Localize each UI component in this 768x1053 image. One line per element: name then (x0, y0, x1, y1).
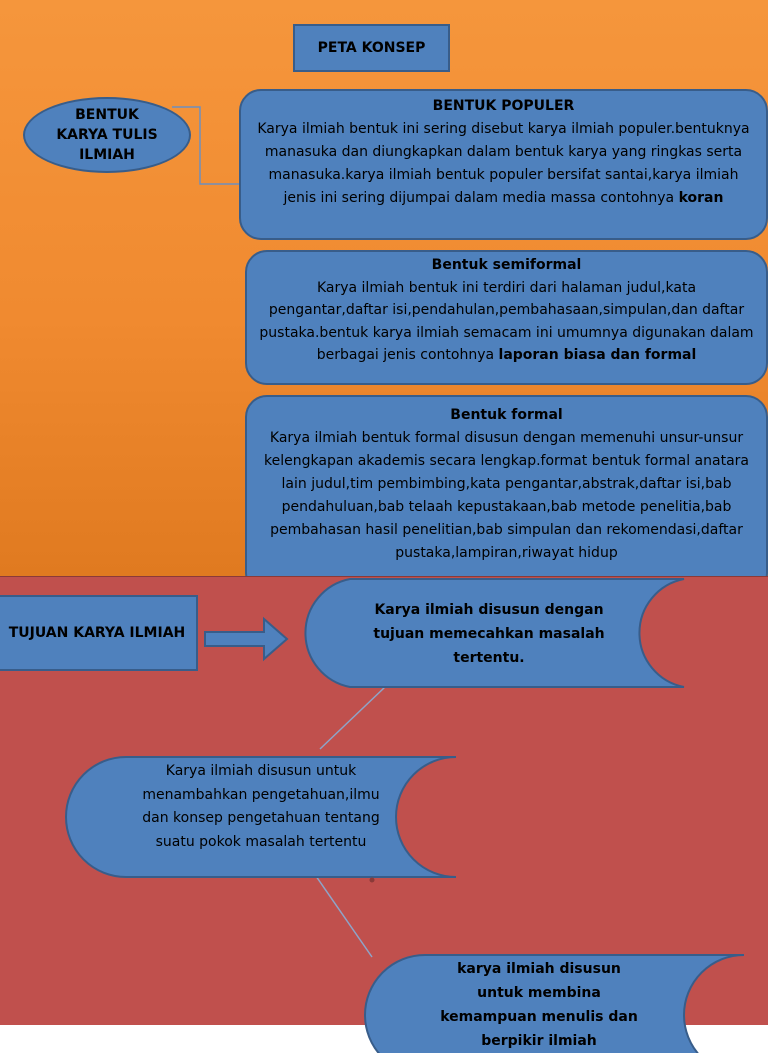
bentuk-karya-label: BENTUK KARYA TULIS ILMIAH (56, 107, 158, 163)
populer-example: koran (678, 190, 724, 206)
formal-text: Karya ilmiah bentuk formal disusun dengan memenuhi unsur-unsur kelengkapan akademis secara lengkap.format bentuk formal anatara lain judul,tim pembimbing,kata pengantar,abstrak,daftar isi,bab pendahuluan,bab telaah kepustakaan,bab metode penelitia,bab pembahasan hasil penelitian,bab simpulan dan rekomendasi,daftar pustaka,lampiran,riwayat hidup (264, 430, 749, 561)
tujuan-item-2: Karya ilmiah disusun untuk menambahkan pengetahuan,ilmu dan konsep pengetahuan tentang suatu pokok masalah tertentu (142, 763, 380, 850)
tujuan-item-1: Karya ilmiah disusun dengan tujuan memecahkan masalah tertentu. (373, 602, 605, 666)
semiformal-heading: Bentuk semiformal (431, 257, 582, 273)
populer-box (239, 89, 768, 240)
semiformal-text: Karya ilmiah bentuk ini terdiri dari halaman judul,kata pengantar,daftar isi,pendahulan,pembahasaan,simpulan,dan daftar pustaka.bentuk karya ilmiah semacam ini umumnya digunakan dalam berbagai jenis contohnya (259, 279, 754, 363)
arrow-right-icon (205, 619, 287, 659)
semiformal-example: laporan biasa dan formal (498, 347, 697, 363)
tujuan-slide (0, 576, 768, 1049)
populer-heading: BENTUK POPULER (432, 98, 575, 114)
semiformal-box (245, 250, 768, 385)
formal-heading: Bentuk formal (450, 407, 563, 423)
page-title: PETA KONSEP (293, 24, 450, 72)
populer-text: Karya ilmiah bentuk ini sering disebut karya ilmiah populer.bentuknya manasuka dan diungkapkan dalam bentuk karya yang ringkas serta manasuka.karya ilmiah bentuk populer bersifat santai,karya ilmiah jenis ini sering dijumpai dalam media massa contohnya (257, 121, 750, 206)
tujuan-label: TUJUAN KARYA ILMIAH (8, 625, 186, 641)
bentuk-karya-node (23, 97, 191, 173)
tujuan-label-box (0, 595, 198, 671)
formal-box (245, 395, 768, 595)
tujuan-item-3: karya ilmiah disusun untuk membina kemampuan menulis dan berpikir ilmiah (440, 961, 638, 1049)
